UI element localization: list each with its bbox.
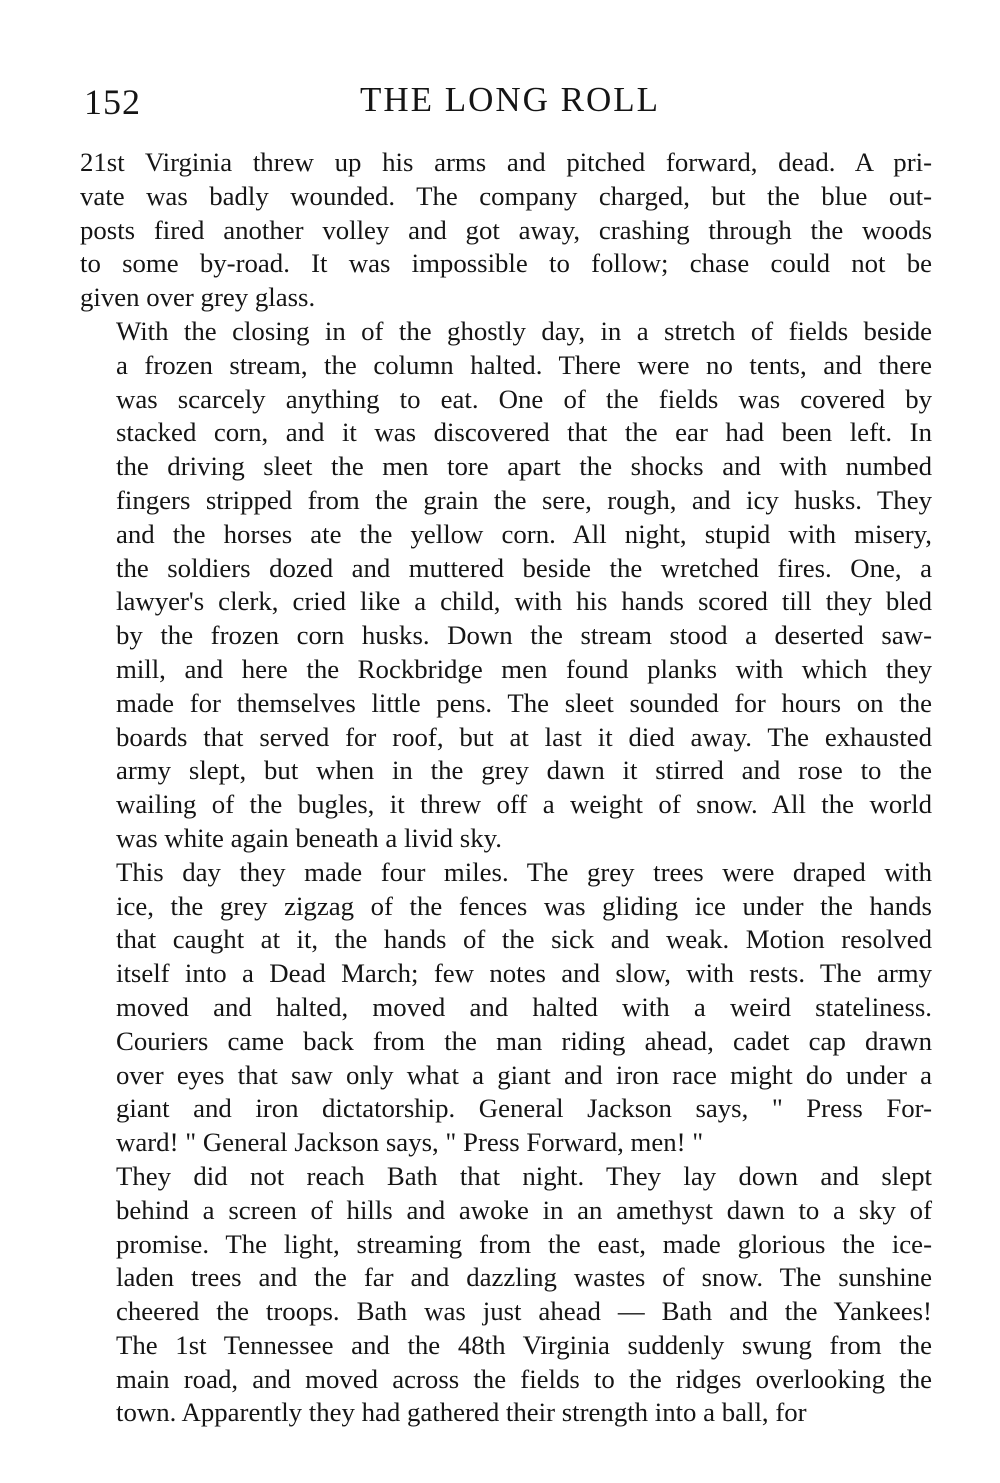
text-line: the soldiers dozed and muttered beside the wretched fires. One, a xyxy=(116,552,932,583)
text-line: was scarcely anything to eat. One of the fields was covered by xyxy=(116,383,932,414)
text-line: They did not reach Bath that night. They lay down and slept xyxy=(116,1160,932,1191)
text-line: over eyes that saw only what a giant and iron race might do under a xyxy=(116,1059,932,1090)
text-line: vate was badly wounded. The company charged, but the blue out- xyxy=(80,180,932,211)
text-line: Couriers came back from the man riding ahead, cadet cap drawn xyxy=(116,1025,932,1056)
text-line: the driving sleet the men tore apart the shocks and with numbed xyxy=(116,451,932,482)
text-line: posts fired another volley and got away, crashing through the woods xyxy=(80,214,932,245)
text-line: main road, and moved across the fields to the ridges overlooking the xyxy=(116,1363,932,1394)
paragraph xyxy=(80,315,932,856)
text-line: that caught at it, the hands of the sick and weak. Motion resolved xyxy=(116,924,932,955)
text-line: behind a screen of hills and awoke in an amethyst dawn to a sky of xyxy=(116,1194,932,1225)
text-line: fingers stripped from the grain the sere, rough, and icy husks. They xyxy=(116,484,932,515)
text-line: given over grey glass. xyxy=(80,282,316,313)
paragraph xyxy=(80,856,932,1160)
text-line: moved and halted, moved and halted with a weird stateliness. xyxy=(116,991,932,1022)
text-line: mill, and here the Rockbridge men found planks with which they xyxy=(116,653,932,684)
text-line: wailing of the bugles, it threw off a weight of snow. All the world xyxy=(116,789,932,820)
text-line: 21st Virginia threw up his arms and pitched forward, dead. A pri- xyxy=(80,147,932,177)
text-line: made for themselves little pens. The sleet sounded for hours on the xyxy=(116,687,932,718)
text-line: stacked corn, and it was discovered that the ear had been left. In xyxy=(116,417,932,448)
text-line: ice, the grey zigzag of the fences was gliding ice under the hands xyxy=(116,890,932,921)
text-line: ward! " General Jackson says, " Press Forward, men! " xyxy=(116,1127,704,1158)
text-line: itself into a Dead March; few notes and slow, with rests. The army xyxy=(116,958,932,989)
text-line: This day they made four miles. The grey trees were draped with xyxy=(116,856,932,887)
text-line: cheered the troops. Bath was just ahead — Bath and the Yankees! xyxy=(116,1296,932,1327)
page-number: 152 xyxy=(84,82,141,122)
text-line: army slept, but when in the grey dawn it stirred and rose to the xyxy=(116,755,932,786)
text-line: laden trees and the far and dazzling wastes of snow. The sunshine xyxy=(116,1262,932,1293)
text-line: was white again beneath a livid sky. xyxy=(116,822,502,853)
text-line: With the closing in of the ghostly day, in a stretch of fields beside xyxy=(116,315,932,346)
text-line: town. Apparently they had gathered their strength into a ball, for xyxy=(116,1397,807,1428)
text-line: The 1st Tennessee and the 48th Virginia suddenly swung from the xyxy=(116,1329,932,1360)
text-line: and the horses ate the yellow corn. All night, stupid with misery, xyxy=(116,518,932,549)
paragraph xyxy=(80,1160,932,1430)
text-line: giant and iron dictatorship. General Jackson says, " Press For- xyxy=(116,1093,932,1124)
text-line: to some by-road. It was impossible to follow; chase could not be xyxy=(80,248,932,279)
running-title: THE LONG ROLL xyxy=(359,80,661,119)
body-text xyxy=(80,146,932,1430)
text-line: promise. The light, streaming from the east, made glorious the ice- xyxy=(116,1228,932,1259)
text-line: boards that served for roof, but at last it died away. The exhausted xyxy=(116,721,932,752)
text-line: by the frozen corn husks. Down the stream stood a deserted saw- xyxy=(116,620,932,651)
text-line: a frozen stream, the column halted. There were no tents, and there xyxy=(116,349,932,380)
paragraph xyxy=(80,146,932,315)
text-line: lawyer's clerk, cried like a child, with his hands scored till they bled xyxy=(116,586,932,617)
